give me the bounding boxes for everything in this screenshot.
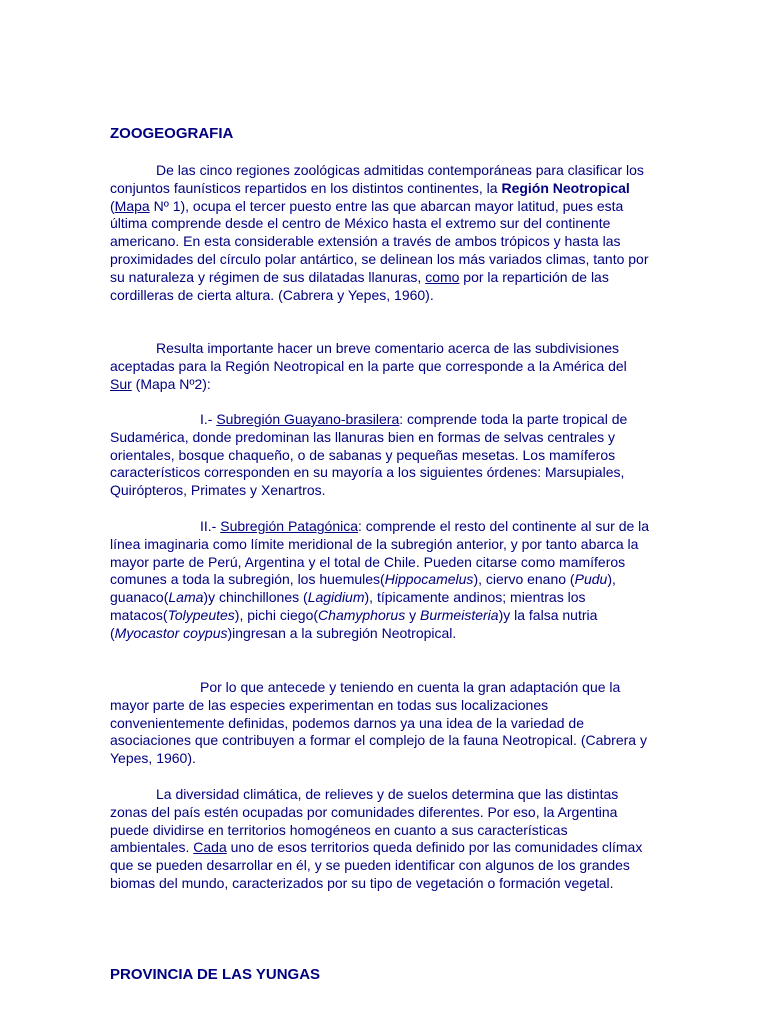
mapa-link[interactable]: Mapa xyxy=(114,197,150,214)
paragraph-intro: De las cinco regiones zoológicas admitidas contemporáneas para clasificar los conjuntos faunísticos repartidos en los distintos continentes, la Región Neotropical (Mapa Nº 1), ocupa el tercer puesto entre las que abarcan mayor latitud, pues esta última comprende desde el centro de México hasta el extremo sur del continente americano. En esta considerable extensión a través de ambos trópicos y hasta las proximidades del círculo polar antártico, se delinean los más variados climas, tanto por su naturaleza y régimen de sus dilatadas llanuras, como por la repartición de las cordilleras de cierta altura. (Cabrera y Yepes, 1960). xyxy=(110,162,649,303)
cada-link[interactable]: Cada xyxy=(193,839,227,856)
subregion-guayano-brasilera-link[interactable]: Subregión Guayano-brasilera xyxy=(216,411,400,427)
paragraph-patagonica: II.- Subregión Patagónica: comprende el resto del continente al sur de la línea imaginaria como límite meridional de la subregión anterior, y por tanto abarca la mayor parte de Perú, Argentina y el total de Chile. Pueden citarse como mamíferos comunes a toda la subregión, los huemules(Hippocamelus), ciervo enano (Pudu), guanaco(Lama)y chinchillones (Lagidium), típicamente andinos; mientras los matacos(Tolypeutes), pichi ciego(Chamyphorus y Burmeisteria)y la falsa nutria (Myocastor coypus)ingresan a la subregión Neotropical. xyxy=(110,518,650,641)
sur-link[interactable]: Sur xyxy=(110,375,132,392)
paragraph-diversidad: La diversidad climática, de relieves y de suelos determina que las distintas zonas del país estén ocupadas por comunidades diferentes. Por eso, la Argentina puede dividirse en territorios homogéneos en cuanto a sus características ambientales. Cada uno de esos territorios queda definido por las comunidades clímax que se pueden desarrollar en él, y se pueden identificar con algunos de los grandes biomas del mundo, caracterizados por su tipo de vegetación o formación vegetal. xyxy=(110,786,643,891)
section-title-yungas: PROVINCIA DE LAS YUNGAS xyxy=(110,966,321,983)
subregion-patagonica-link[interactable]: Subregión Patagónica xyxy=(220,518,359,534)
paragraph-adaptacion: Por lo que antecede y teniendo en cuenta la gran adaptación que la mayor parte de las especies experimentan en todas sus localizaciones convenientemente definidas, podemos darnos ya una idea de la variedad de asociaciones que contribuyen a formar el complejo de la fauna Neotropical. (Cabrera y Yepes, 1960). xyxy=(110,679,647,767)
como-link[interactable]: como xyxy=(425,268,460,285)
page-title: ZOOGEOGRAFIA xyxy=(110,125,234,142)
region-neotropical-bold: Región Neotropical xyxy=(501,179,630,196)
paragraph-subdivisiones: Resulta importante hacer un breve comentario acerca de las subdivisiones aceptadas para la Región Neotropical en la parte que corresponde a la América del Sur (Mapa Nº2): xyxy=(110,340,627,392)
paragraph-guayano-brasilera: I.- Subregión Guayano-brasilera: comprende toda la parte tropical de Sudamérica, donde predominan las llanuras bien en formas de selvas centrales y orientales, bosque chaqueño, o de sabanas y pequeñas mesetas. Los mamíferos característicos corresponden en su mayoría a los siguientes órdenes: Marsupiales, Quirópteros, Primates y Xenartros. xyxy=(110,411,628,499)
